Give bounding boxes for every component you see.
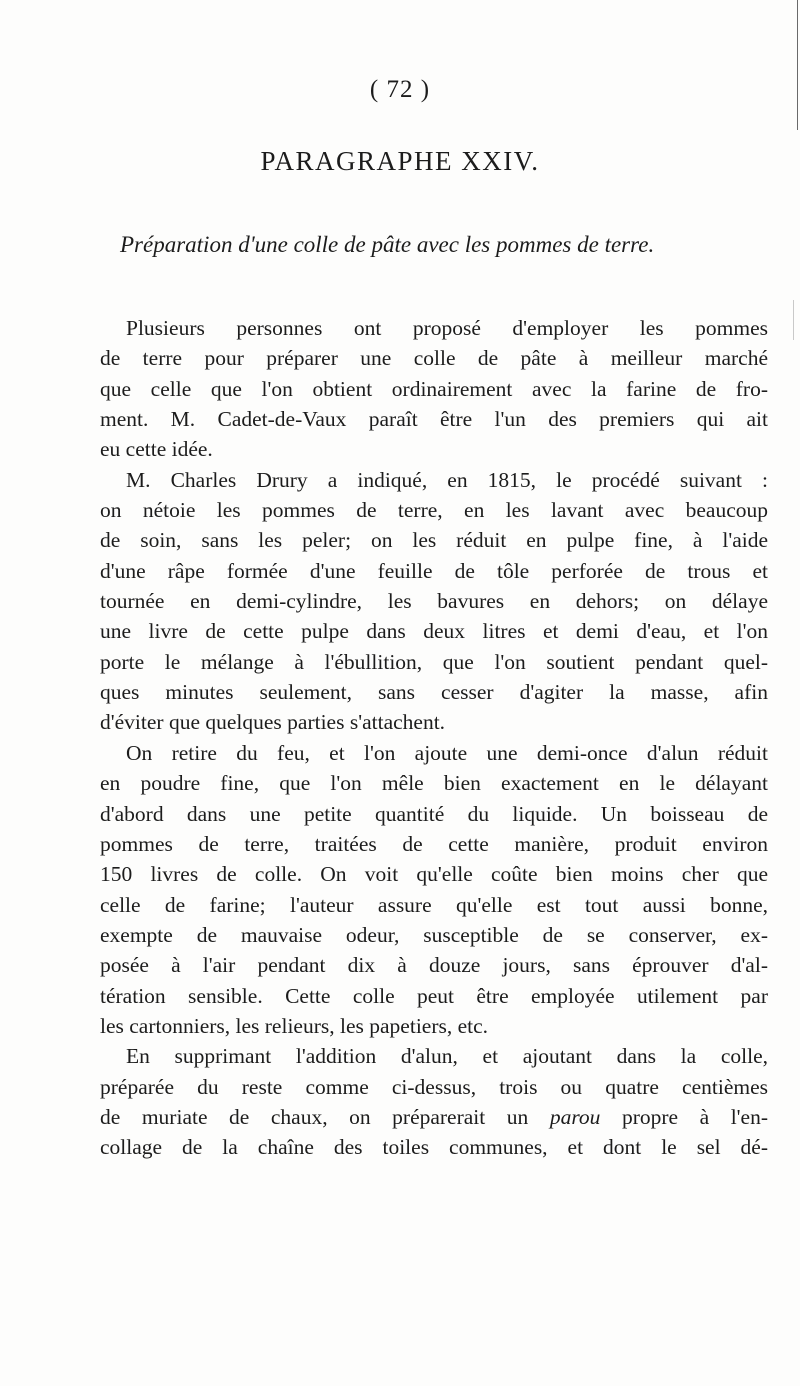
text-line: pommes de terre, traitées de cette manière, produit environ <box>100 831 768 856</box>
text-line: les cartonniers, les relieurs, les papetiers, etc. <box>100 1013 489 1038</box>
text-line: 150 livres de colle. On voit qu'elle coûte bien moins cher que <box>100 862 768 887</box>
text-line: ques minutes seulement, sans cesser d'agiter la masse, afin <box>100 680 768 705</box>
text-line: d'une râpe formée d'une feuille de tôle perforée de trous et <box>100 558 768 583</box>
paragraph <box>100 465 768 738</box>
page-number: ( 72 ) <box>369 76 431 103</box>
text-line: On retire du feu, et l'on ajoute une demi-once d'alun réduit <box>126 740 768 765</box>
text-line: on nétoie les pommes de terre, en les lavant avec beaucoup <box>100 498 768 523</box>
text-line: celle de farine; l'auteur assure qu'elle est tout aussi bonne, <box>100 892 768 917</box>
paragraph <box>100 1041 768 1162</box>
text-line: une livre de cette pulpe dans deux litres et demi d'eau, et l'on <box>100 619 768 644</box>
text-line: de muriate de chaux, on préparerait un parou propre à l'en- <box>100 1104 768 1129</box>
section-title: Préparation d'une colle de pâte avec les pommes de terre. <box>120 232 655 257</box>
text-line: d'abord dans une petite quantité du liquide. Un boisseau de <box>100 801 768 826</box>
text-line: que celle que l'on obtient ordinairement avec la farine de fro- <box>100 376 768 401</box>
text-line: de soin, sans les peler; on les réduit en pulpe fine, à l'aide <box>100 528 768 553</box>
paragraph <box>100 738 768 1041</box>
text-line: en poudre fine, que l'on mêle bien exactement en le délayant <box>100 771 768 796</box>
text-line: tournée en demi-cylindre, les bavures en dehors; on délaye <box>100 589 768 614</box>
text-line: M. Charles Drury a indiqué, en 1815, le procédé suivant : <box>126 467 768 492</box>
paragraph <box>100 313 768 465</box>
text-line: Plusieurs personnes ont proposé d'employer les pommes <box>126 316 768 340</box>
text-line: de terre pour préparer une colle de pâte à meilleur marché <box>100 346 768 371</box>
text-line: posée à l'air pendant dix à douze jours, sans éprouver d'al- <box>100 953 768 978</box>
body-text <box>100 313 768 1163</box>
text-line: ment. M. Cadet-de-Vaux paraît être l'un des premiers qui ait <box>100 407 768 432</box>
page-edge-mark <box>797 0 798 130</box>
text-line: d'éviter que quelques parties s'attachent. <box>100 710 446 735</box>
text-line: eu cette idée. <box>100 437 213 462</box>
text-line: collage de la chaîne des toiles communes, et dont le sel dé- <box>100 1135 768 1160</box>
text-line: exempte de mauvaise odeur, susceptible de se conserver, ex- <box>100 922 768 947</box>
text-line: En supprimant l'addition d'alun, et ajoutant dans la colle, <box>126 1044 768 1069</box>
text-line: préparée du reste comme ci-dessus, trois ou quatre centièmes <box>100 1074 768 1099</box>
chapter-heading: PARAGRAPHE XXIV. <box>260 146 540 176</box>
text-line: porte le mélange à l'ébullition, que l'on soutient pendant quel- <box>100 649 768 674</box>
text-line: tération sensible. Cette colle peut être employée utilement par <box>100 983 768 1008</box>
page-edge-mark-faint <box>793 300 794 340</box>
